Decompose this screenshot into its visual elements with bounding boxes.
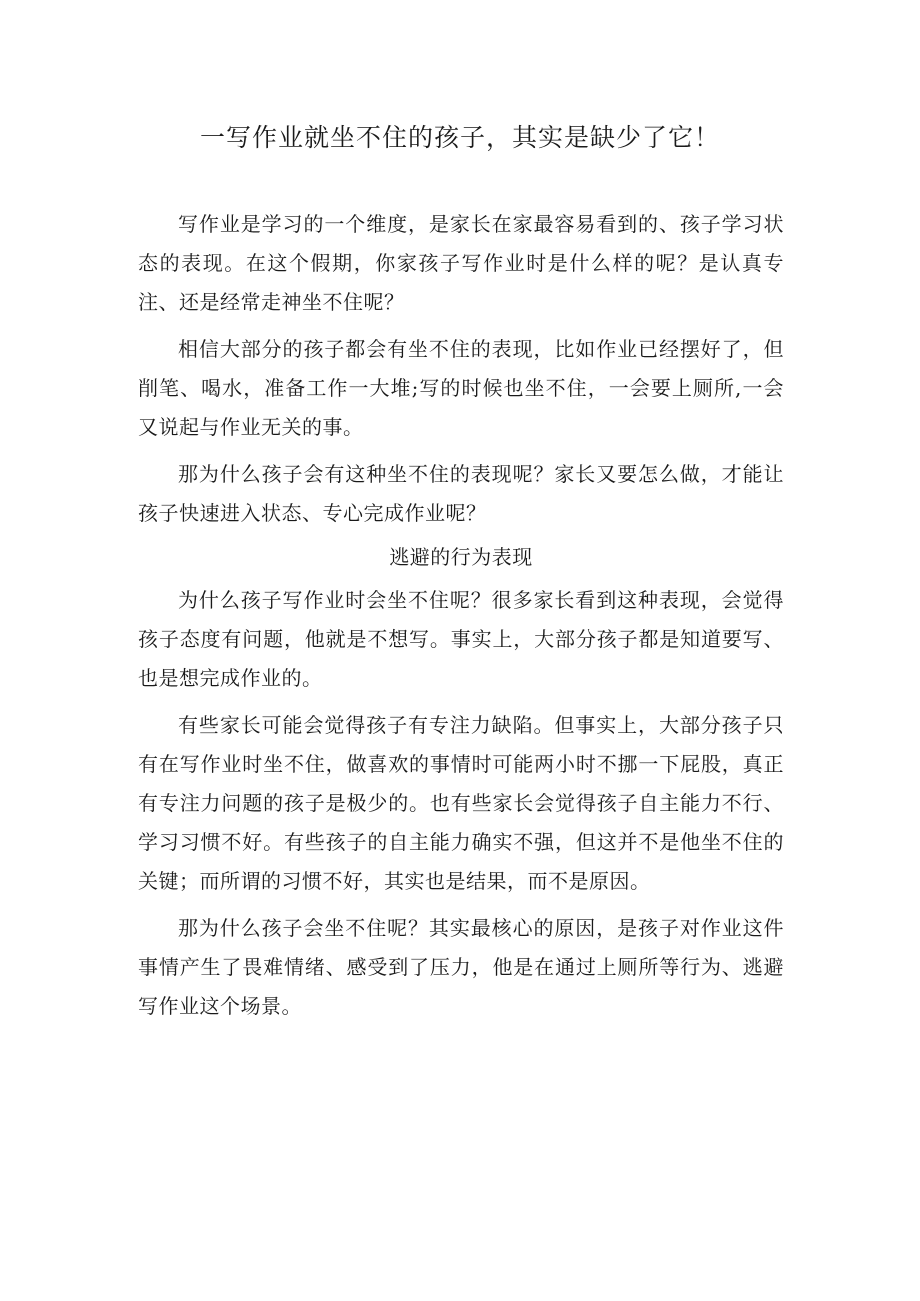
paragraph-section-1: 为什么孩子写作业时会坐不住呢？很多家长看到这种表现，会觉得孩子态度有问题，他就是不想写。事实上，大部分孩子都是知道要写、也是想完成作业的。 [138, 588, 784, 690]
paragraph-section-3: 那为什么孩子会坐不住呢？其实最核心的原因，是孩子对作业这件事情产生了畏难情绪、感受到了压力，他是在通过上厕所等行为、逃避写作业这个场景。 [138, 916, 784, 1018]
paragraph-intro-3: 那为什么孩子会有这种坐不住的表现呢？家长又要怎么做，才能让孩子快速进入状态、专心完成作业呢？ [138, 462, 784, 525]
document-body [138, 205, 784, 1026]
section-heading: 逃避的行为表现 [389, 545, 533, 569]
paragraph-intro-1: 写作业是学习的一个维度，是家长在家最容易看到的、孩子学习状态的表现。在这个假期，你家孩子写作业时是什么样的呢？是认真专注、还是经常走神坐不住呢？ [138, 212, 784, 314]
paragraph-intro-2: 相信大部分的孩子都会有坐不住的表现，比如作业已经摆好了，但削笔、喝水，准备工作一大堆;写的时候也坐不住，一会要上厕所,一会又说起与作业无关的事。 [138, 337, 784, 439]
paragraph-section-2: 有些家长可能会觉得孩子有专注力缺陷。但事实上，大部分孩子只有在写作业时坐不住，做喜欢的事情时可能两小时不挪一下屁股，真正有专注力问题的孩子是极少的。也有些家长会觉得孩子自主能力不行、学习习惯不好。有些孩子的自主能力确实不强，但这并不是他坐不住的关键；而所谓的习惯不好，其实也是结果，而不是原因。 [138, 713, 784, 893]
document-title: 一写作业就坐不住的孩子，其实是缺少了它！ [199, 123, 720, 152]
